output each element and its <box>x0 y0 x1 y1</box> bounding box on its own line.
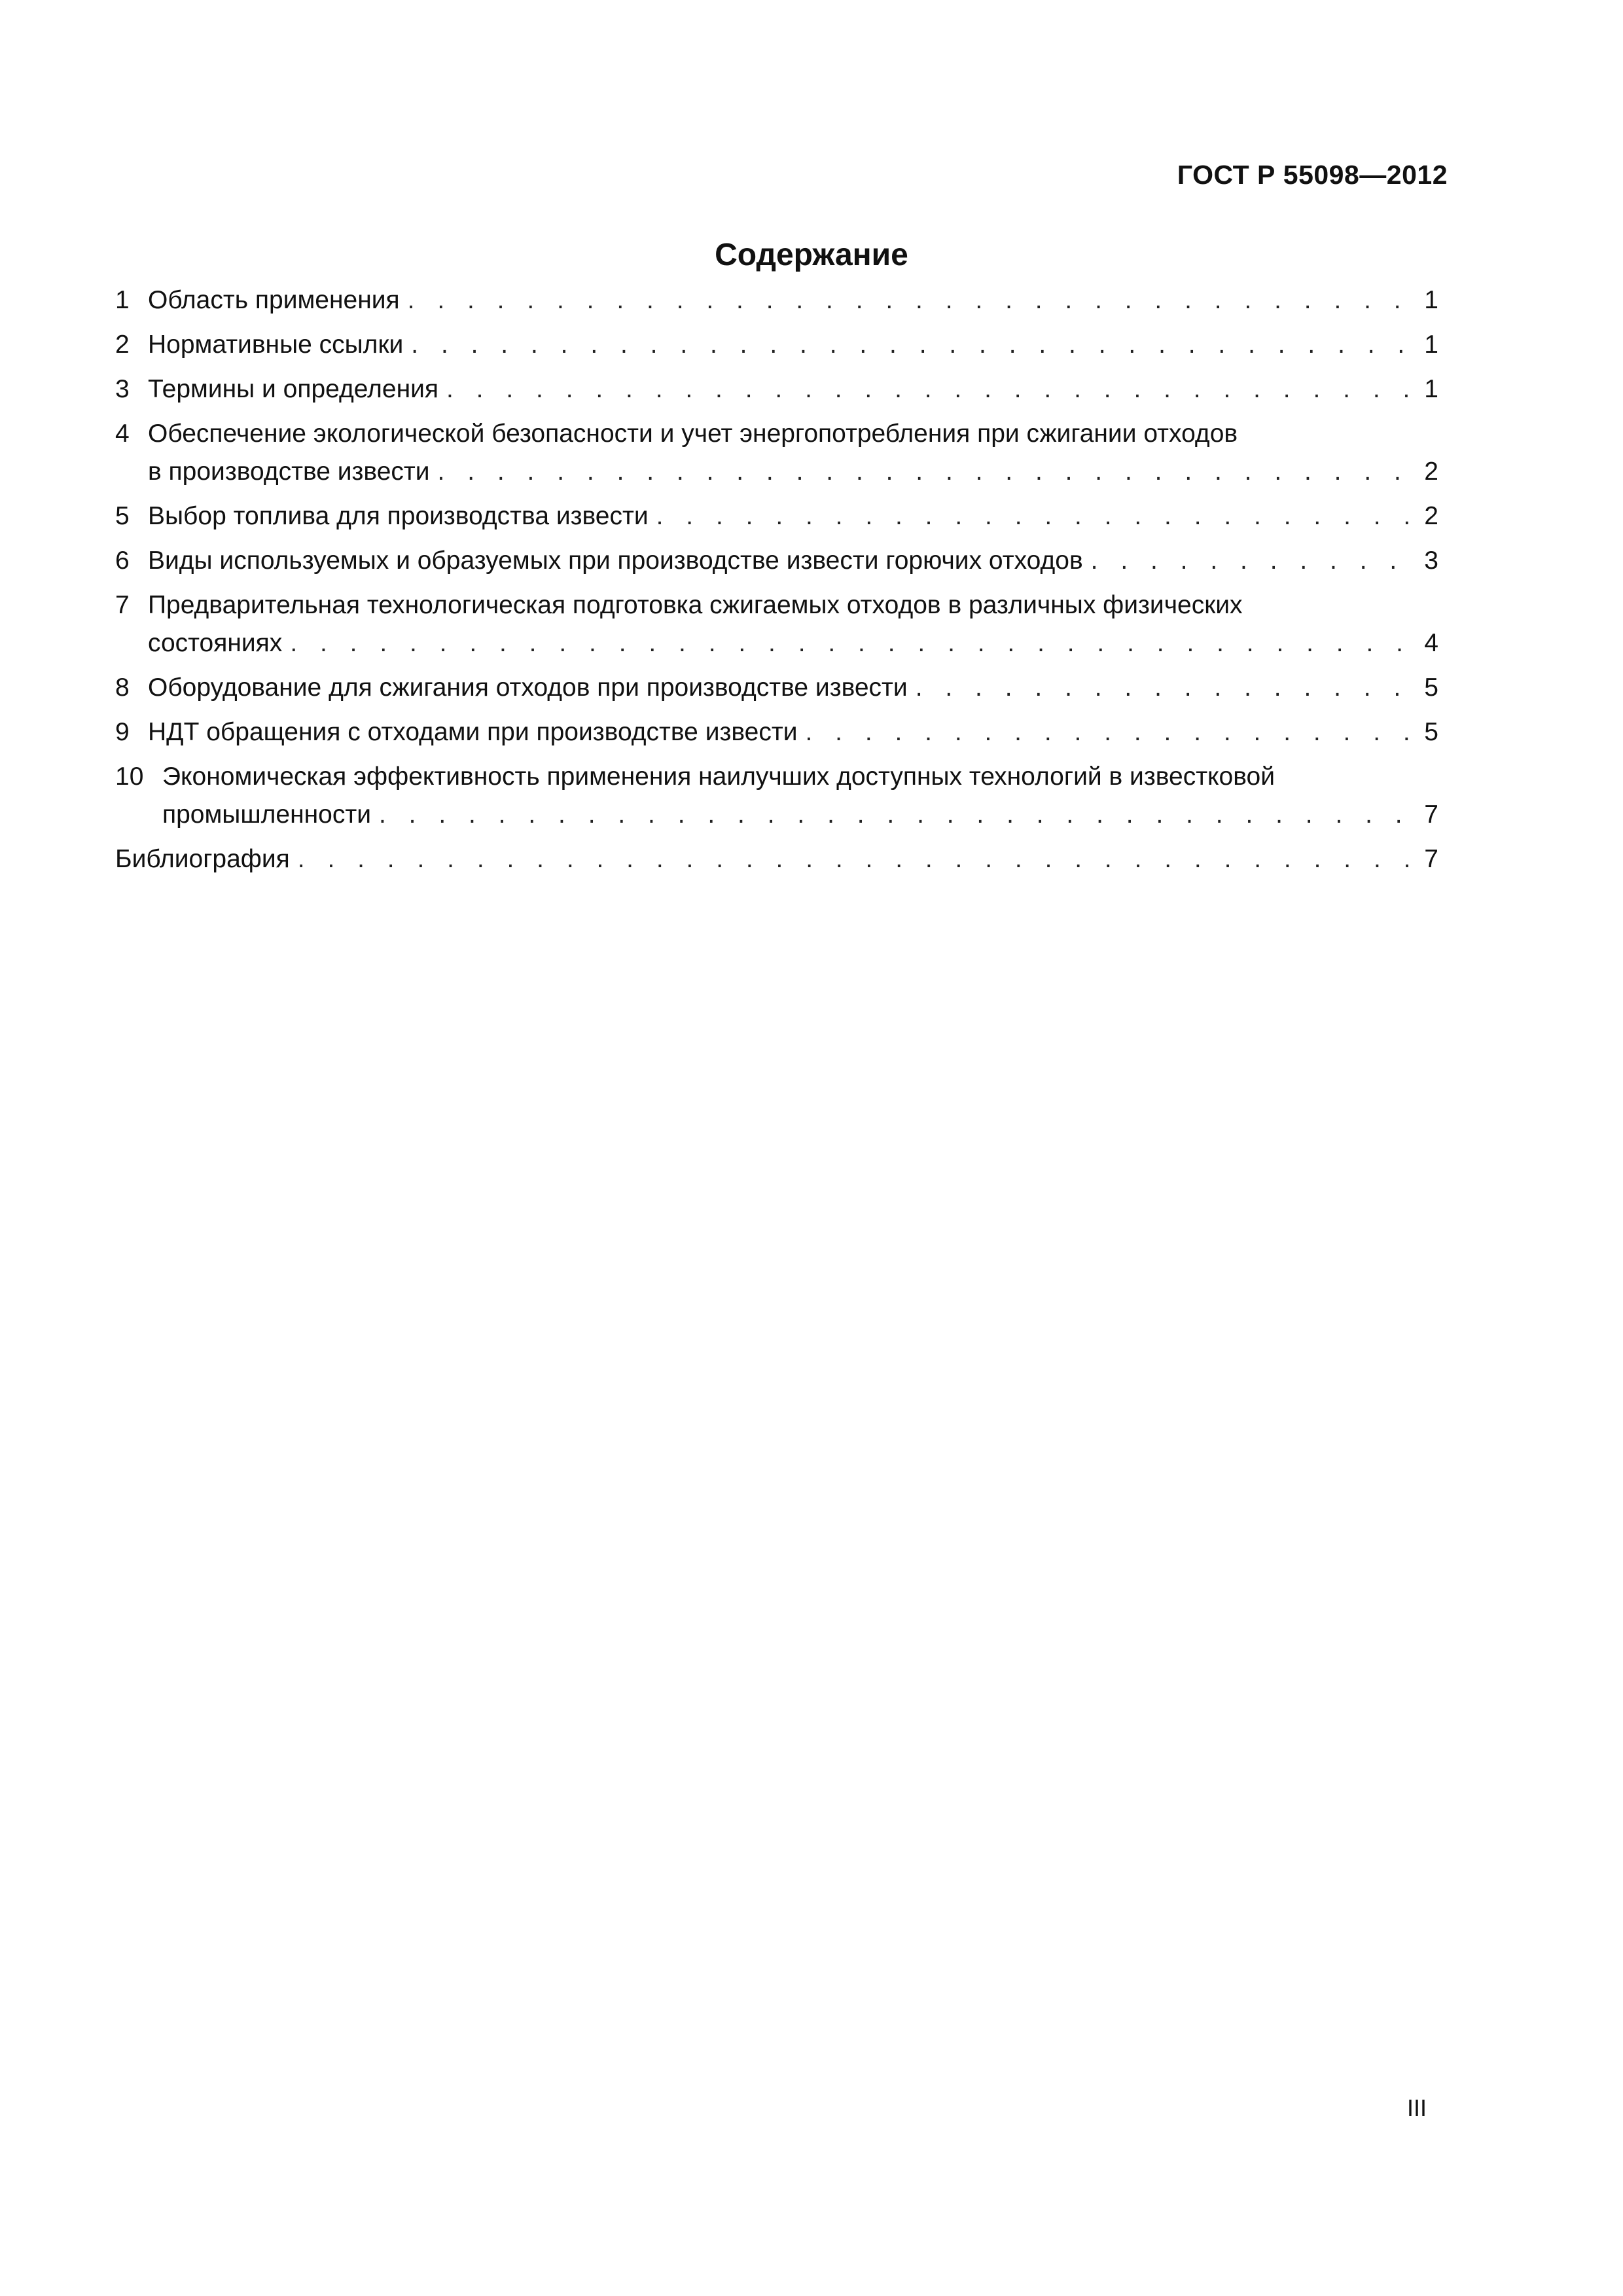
toc-entry-title: Предварительная технологическая подготовка сжигаемых отходов в различных физических <box>148 591 1243 619</box>
toc-entry-number: 10 <box>115 762 144 791</box>
dot-leader <box>298 840 1415 878</box>
toc-entry-bibliography[interactable] <box>115 840 1438 878</box>
toc-entry-page: 5 <box>1424 673 1438 702</box>
toc-entry-page: 3 <box>1424 547 1438 575</box>
dot-leader <box>805 713 1415 751</box>
toc-entry-title-continued: в производстве извести <box>148 457 430 486</box>
toc-entry-5[interactable] <box>115 497 1438 535</box>
toc-entry-title: Оборудование для сжигания отходов при производстве извести <box>148 673 908 702</box>
toc-entry-page: 2 <box>1424 457 1438 486</box>
toc-entry-title: Выбор топлива для производства извести <box>148 502 649 530</box>
toc-entry-number: 7 <box>115 591 130 619</box>
toc-entry-title: Область применения <box>148 286 400 314</box>
toc-entry-8[interactable] <box>115 669 1438 707</box>
dot-leader <box>438 453 1415 491</box>
dot-leader <box>1091 542 1415 580</box>
standard-designation: ГОСТ Р 55098—2012 <box>1177 160 1448 190</box>
toc-entry-number: 6 <box>115 547 130 575</box>
toc-entry-page: 2 <box>1424 502 1438 530</box>
toc-title: Содержание <box>715 238 908 272</box>
toc-entry-9[interactable] <box>115 713 1438 751</box>
toc-entry-title: НДТ обращения с отходами при производстве извести <box>148 718 798 746</box>
toc-entry-title-continued: промышленности <box>162 800 371 829</box>
toc-entry-title: Библиография <box>115 845 290 873</box>
toc-entry-number: 2 <box>115 331 130 359</box>
toc-entry-2[interactable] <box>115 326 1438 364</box>
dot-leader <box>411 326 1415 364</box>
toc-entry-page: 1 <box>1424 331 1438 359</box>
page-number: III <box>1406 2094 1427 2121</box>
toc-entry-number: 1 <box>115 286 130 314</box>
toc-entry-page: 5 <box>1424 718 1438 746</box>
toc-entry-title: Термины и определения <box>148 375 439 403</box>
toc-entry-7[interactable] <box>115 586 1438 662</box>
dot-leader <box>290 624 1415 662</box>
toc-entry-page: 1 <box>1424 286 1438 314</box>
toc-entry-10[interactable] <box>115 758 1438 834</box>
toc-entry-number: 9 <box>115 718 130 746</box>
toc-entry-title: Виды используемых и образуемых при производстве извести горючих отходов <box>148 547 1083 575</box>
toc-entry-number: 5 <box>115 502 130 530</box>
toc-entry-4[interactable] <box>115 415 1438 491</box>
toc-entry-number: 3 <box>115 375 130 403</box>
toc-entry-title: Нормативные ссылки <box>148 331 404 359</box>
toc-entry-page: 1 <box>1424 375 1438 403</box>
table-of-contents <box>115 281 1438 885</box>
toc-entry-3[interactable] <box>115 370 1438 408</box>
dot-leader <box>656 497 1415 535</box>
toc-entry-title: Обеспечение экологической безопасности и учет энергопотребления при сжигании отходов <box>148 420 1238 448</box>
toc-entry-number: 8 <box>115 673 130 702</box>
toc-entry-page: 4 <box>1424 629 1438 657</box>
toc-entry-number: 4 <box>115 420 130 448</box>
dot-leader <box>408 281 1415 319</box>
toc-entry-6[interactable] <box>115 542 1438 580</box>
toc-entry-1[interactable] <box>115 281 1438 319</box>
dot-leader <box>446 370 1415 408</box>
toc-entry-title-continued: состояниях <box>148 629 283 657</box>
toc-entry-page: 7 <box>1424 845 1438 873</box>
dot-leader <box>916 669 1415 707</box>
toc-entry-title: Экономическая эффективность применения наилучших доступных технологий в известковой <box>162 762 1275 791</box>
dot-leader <box>379 796 1415 834</box>
toc-entry-page: 7 <box>1424 800 1438 829</box>
